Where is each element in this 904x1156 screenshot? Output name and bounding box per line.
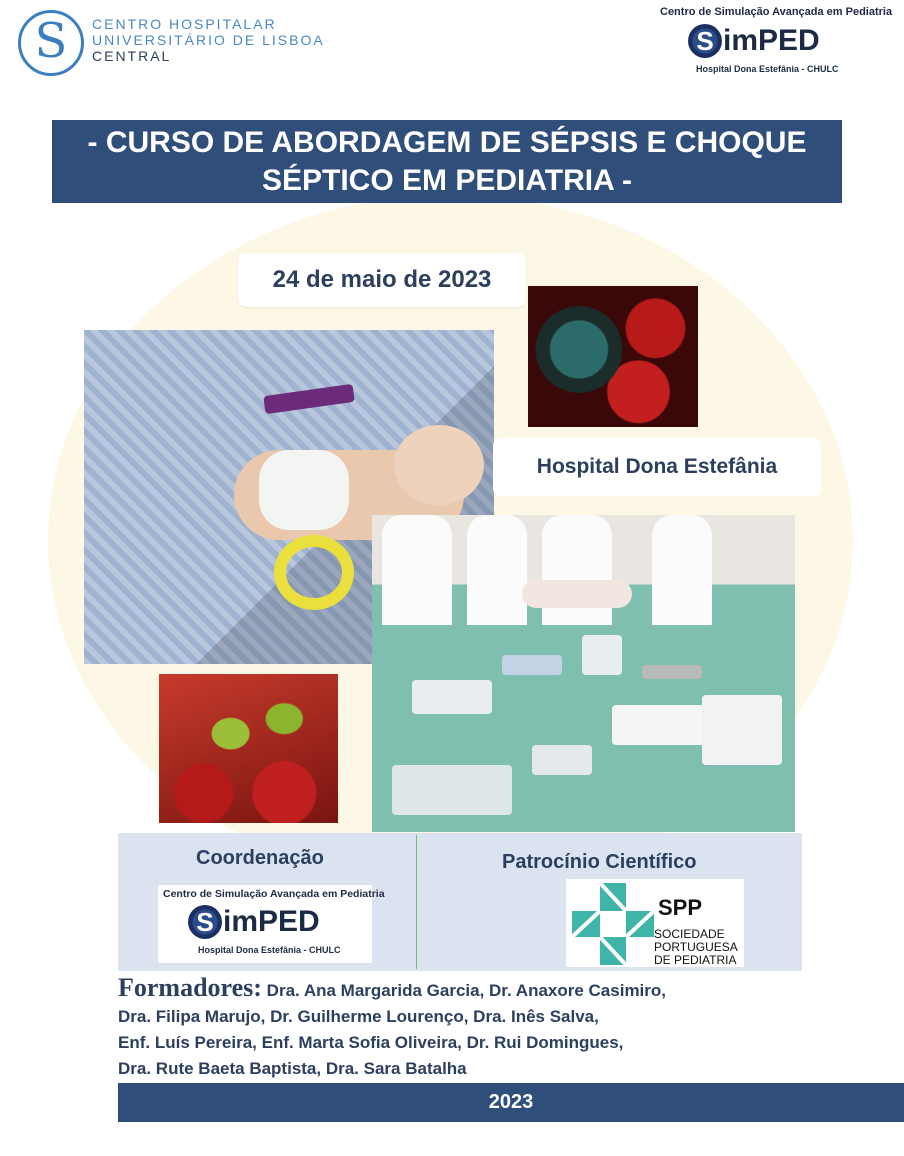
equipment-shape: [702, 695, 782, 765]
spp-line-1: SOCIEDADE: [654, 927, 725, 941]
footer-year: 2023: [118, 1083, 904, 1122]
virus-illustration: [528, 286, 698, 427]
mannequin-head-shape: [394, 425, 484, 505]
yellow-ring-shape: [274, 535, 354, 610]
hospital-label: Hospital Dona Estefânia: [493, 438, 821, 496]
simped-wordmark: [688, 24, 874, 58]
simped-logo-header: [660, 6, 893, 74]
spp-abbr: SPP: [658, 895, 703, 920]
chulc-line-2: UNIVERSITÁRIO DE LISBOA: [92, 32, 325, 48]
coordination-divider: [416, 835, 417, 969]
spp-line-2: PORTUGUESA: [654, 940, 738, 954]
simped-name: imPED: [723, 24, 820, 57]
trainers-line-3: Enf. Luís Pereira, Enf. Marta Sofia Oliveira, Dr. Rui Domingues,: [118, 1033, 624, 1052]
trainers-line-4: Dra. Rute Baeta Baptista, Dra. Sara Batalha: [118, 1059, 467, 1078]
infant-mannequin-shape: [522, 580, 632, 608]
spp-emblem-icon: [570, 881, 656, 967]
person-shape: [652, 515, 712, 625]
simped-caption: Centro de Simulação Avançada em Pediatria: [660, 6, 893, 18]
trainers-list: [118, 975, 808, 1082]
simped-caption: Centro de Simulação Avançada em Pediatria: [163, 888, 385, 900]
simped-s-icon: S: [688, 24, 722, 58]
equipment-shape: [392, 765, 512, 815]
trainers-lead: Formadores:: [118, 973, 262, 1002]
training-table-photo: [372, 515, 795, 832]
sponsorship-title: Patrocínio Científico: [502, 851, 697, 873]
simped-sub: Hospital Dona Estefânia - CHULC: [198, 945, 341, 955]
course-title-line-1: - CURSO DE ABORDAGEM DE SÉPSIS E CHOQUE: [87, 125, 807, 159]
simped-name: imPED: [223, 905, 320, 938]
simped-sub: Hospital Dona Estefânia - CHULC: [696, 64, 839, 74]
diaper-shape: [259, 450, 349, 530]
chulc-line-3: CENTRAL: [92, 48, 172, 64]
trainers-line-2: Dra. Filipa Marujo, Dr. Guilherme Lourenço, Dra. Inês Salva,: [118, 1007, 599, 1026]
bacteria-illustration: [159, 674, 338, 823]
chulc-logo-text: [92, 16, 325, 64]
trainers-line-1: Dra. Ana Margarida Garcia, Dr. Anaxore Casimiro,: [266, 981, 667, 1000]
person-shape: [467, 515, 527, 625]
chulc-line-1: CENTRO HOSPITALAR: [92, 16, 277, 32]
coordination-title: Coordenação: [196, 847, 324, 869]
equipment-shape: [612, 705, 712, 745]
course-title-line-2: SÉPTICO EM PEDIATRIA -: [261, 163, 633, 197]
laryngoscope-shape: [263, 384, 355, 414]
simped-wordmark: [188, 905, 372, 939]
person-shape: [542, 515, 612, 625]
simped-s-icon: S: [188, 905, 222, 939]
simped-logo-coordination: [158, 885, 385, 963]
course-title-band: [52, 120, 842, 203]
equipment-shape: [642, 665, 702, 679]
spp-line-3: DE PEDIATRIA: [654, 953, 737, 967]
spp-logo: [566, 879, 744, 967]
course-date: 24 de maio de 2023: [238, 253, 526, 307]
chulc-logo-icon: S: [18, 10, 84, 76]
equipment-shape: [532, 745, 592, 775]
equipment-shape: [412, 680, 492, 714]
equipment-shape: [582, 635, 622, 675]
person-shape: [382, 515, 452, 625]
equipment-shape: [502, 655, 562, 675]
